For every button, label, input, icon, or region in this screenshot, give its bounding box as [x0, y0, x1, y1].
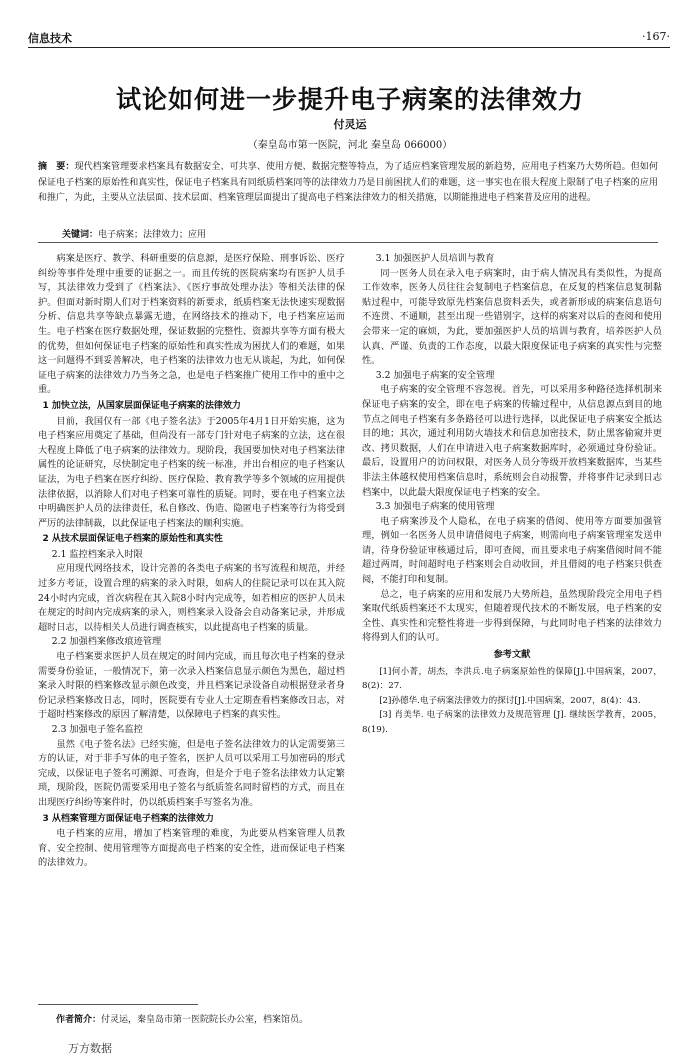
section-2-1-heading: 2.1 监控档案录入时限 — [51, 548, 143, 560]
keywords-label: 关键词： — [62, 230, 99, 240]
abstract-divider — [38, 242, 658, 243]
reference-item: [1]何小菁，胡杰，李洪兵.电子病案原始性的保障[J].中国病案，2007，8(2)：27. — [362, 666, 662, 692]
article-title: 试论如何进一步提升电子病案的法律效力 — [115, 85, 584, 114]
section-1-heading: 1 加快立法，从国家层面保证电子病案的法律效力 — [42, 400, 241, 411]
keywords-text: 电子病案；法律效力；应用 — [98, 230, 207, 240]
section-3-3-heading: 3.3 加强电子病案的使用管理 — [375, 501, 495, 513]
abstract-text: 现代档案管理要求档案具有数据安全、可共享、使用方便、数据完整等特点，为了适应档案管理发展的新趋势，应用电子档案乃大势所趋。但如何保证电子档案的原始性和真实性，保证电子档案具有同纸质档案同等的法律效力乃是目前困扰人们的难题，这一事实也在很大程度上限制了电子档案的应用和推广，为此，主要从立法层面、技术层面、档案管理层面提出了提高电子档案法律效力的相关措施，以期能推进电子档案普及应用的进程。 — [38, 162, 658, 203]
header-rule — [28, 47, 670, 48]
conclusion-paragraph: 总之，电子病案的应用和发展乃大势所趋，虽然现阶段完全用电子档案取代纸质档案还不太现实，但随着现代技术的不断发展，电子档案的安全性、真实性和完整性将进一步得到保障，与此同时电子档案的法律效力将得到人们的认可。 — [362, 588, 662, 644]
author-note-text: 付灵运，秦皇岛市第一医院院长办公室，档案馆员。 — [101, 1015, 309, 1025]
section-2-2-paragraph: 电子档案要求医护人员在规定的时间内完成，而且每次电子档案的登录需要身份验证，一般情况下，第一次录入档案信息显示颜色为黑色，超过档案录入时限的档案修改显示颜色改变，并且档案记录设备自动根据登录者身份记录档案修改日志，同时，医院要有专业人士定期查看档案修改日志，对于超时档案修改的原因了解清楚，以保障电子档案的真实性。 — [38, 651, 345, 721]
intro-paragraph: 病案是医疗、教学、科研重要的信息源，是医疗保险、刑事诉讼、医疗纠纷等事件处理中重要的证据之一。而且传统的医院病案均有医护人员手写，其法律效力受到了《档案法》、《医疗事故处理办法》等相关法律的保护。但面对新时期人们对于档案资料的新要求，纸质档案无法快速实现数据分析、信息共享等缺点暴露无遗，在网络技术的推动下，电子档案应运而生。电子档案在医疗数据处理，保证数据的完整性、资源共享等方面有极大的优势，但如何保证电子档案的原始性和真实性成为困扰人们的难题，如果这一问题得不到妥善解决，电子档案的法律效力也无从谈起，为此，如何保证电子病案的法律效力乃当务之急，也是电子档案推广使用工作中的重中之重。 — [38, 253, 345, 396]
section-2-3-paragraph: 虽然《电子签名法》已经实施，但是电子签名法律效力的认定需要第三方的认证，对于非手写体的电子签名，医护人员可以采用工号加密码的形式完成，以保证电子签名可溯源、可查询，但是介于电子签名法律效力认定繁琐，现阶段，医院仍需要采用电子签名与纸质签名同时留档的方式，而且在出现医疗纠纷等案件时，仍以纸质档案手写签名为准。 — [38, 738, 345, 808]
page-header — [28, 30, 670, 50]
references-title: 参考文献 — [493, 649, 531, 661]
footnote-rule — [38, 1004, 198, 1005]
section-3-3-paragraph: 电子病案涉及个人隐私，在电子病案的借阅、使用等方面要加强管理，例如一名医务人员申请借阅电子病案，则需向电子病案管理室发送申请，待身份验证审核通过后，即可查阅，而且要求电子病案借阅时间不能超过两周，时间超时电子档案则会自动收回，并且借阅的电子档案只供查阅，不能打印和复制。 — [362, 515, 662, 586]
watermark: 万方数据 — [68, 1042, 112, 1055]
reference-item: [3] 肖美华. 电子病案的法律效力及规范管理 [J]. 继续医学教育，2005，8(19). — [362, 710, 662, 735]
reference-item: [2]孙德华.电子病案法律效力的探讨[J].中国病案，2007，8(4)：43. — [379, 695, 641, 706]
section-3-2-heading: 3.2 加强电子病案的安全管理 — [375, 369, 495, 381]
section-2-2-heading: 2.2 加强档案修改痕迹管理 — [51, 636, 162, 648]
section-2-1-paragraph: 应用现代网络技术，设计完善的各类电子病案的书写流程和规范，并经过多方考证，设置合理的病案的录入时限，如病人的住院记录可以在其入院24小时内完成，首次病程在其入院8小时内完成等，如若相应的医护人员未在规定的时间内完成病案的录入，则档案录入设备会自动备案记录，并形成超时日志，以待相关人员进行调查核实，以此提高电子档案的质量。 — [38, 563, 345, 633]
page-number: ·167· — [642, 30, 670, 43]
section-3-heading: 3 从档案管理方面保证电子档案的法律效力 — [42, 813, 214, 824]
section-2-heading: 2 从技术层面保证电子档案的原始性和真实性 — [42, 534, 223, 545]
section-3-1-paragraph: 同一医务人员在录入电子病案时，由于病人情况具有类似性，为提高工作效率，医务人员往往会复制电子档案信息，在反复的档案信息复制黏贴过程中，可能导致原先档案信息资料丢失，或者新形成的病案信息语句不连贯、不通顺，甚至出现一些错别字，这样的病案对以后的查阅和使用会带来一定的麻烦，为此，要加强医护人员的培训与教育，培养医护人员认真、严谨、负责的工作态度，以最大限度保证电子病案的真实性与完整性。 — [362, 267, 662, 367]
section-3-paragraph: 电子档案的应用，增加了档案管理的难度，为此要从档案管理人员教育、安全控制、使用管理等方面提高电子档案的安全性，进而保证电子档案的法律效力。 — [38, 828, 345, 869]
journal-section: 信息技术 — [28, 32, 72, 45]
author-note-label: 作者简介： — [56, 1015, 102, 1025]
keywords — [62, 227, 658, 240]
section-3-2-paragraph: 电子病案的安全管理不容忽视。首先，可以采用多种路径选择机制来保证电子病案的安全，即在电子病案的传输过程中，从信息源点到目的地节点之间电子档案有多条路径可以进行选择，以此保证电子病案安全抵达目的地；其次，通过利用防火墙技术和信息加密技术，防止黑客偷窥并更改、拷贝数据，人们在申请进入电子病案数据库时，必须通过身份验证。最后，设置用户的访问权限，对医务人员分等级开放档案数据库，当某些非法主体越权使用档案信息时，系统则会自动报警，并将事件记录到日志档案中，以此最大限度保证电子档案的安全。 — [362, 384, 662, 498]
section-1-paragraph: 目前，我国仅有一部《电子签名法》于2005年4月1日开始实施，这为电子档案应用奠定了基础，但尚没有一部专门针对电子病案的立法，这在很大程度上降低了电子病案的法律效力。现阶段，我国要加快对电子档案法律属性的论证研究，尽快制定电子档案的统一标准，并出台相应的电子档案认证法，为电子档案在医疗纠纷、医疗保险、教育教学等多个领域的应用提供法律依据，以消除人们对电子档案可靠性的质疑。同时，要在电子档案立法中明确医护人员的法律责任，私自修改、伪造、隐匿电子档案等行为将受到严厉的法律制裁，以此保证电子档案法的顺利实施。 — [38, 415, 345, 529]
left-column — [38, 252, 345, 871]
author-name: 付灵运 — [333, 118, 367, 131]
section-2-3-heading: 2.3 加强电子签名监控 — [51, 724, 143, 735]
abstract-label: 摘 要： — [38, 162, 75, 172]
right-column — [362, 252, 662, 737]
author-note — [56, 1012, 308, 1025]
abstract — [38, 160, 658, 207]
section-3-1-heading: 3.1 加强医护人员培训与教育 — [375, 253, 495, 264]
author-affiliation: （秦皇岛市第一医院，河北 秦皇岛 066000） — [247, 140, 453, 151]
